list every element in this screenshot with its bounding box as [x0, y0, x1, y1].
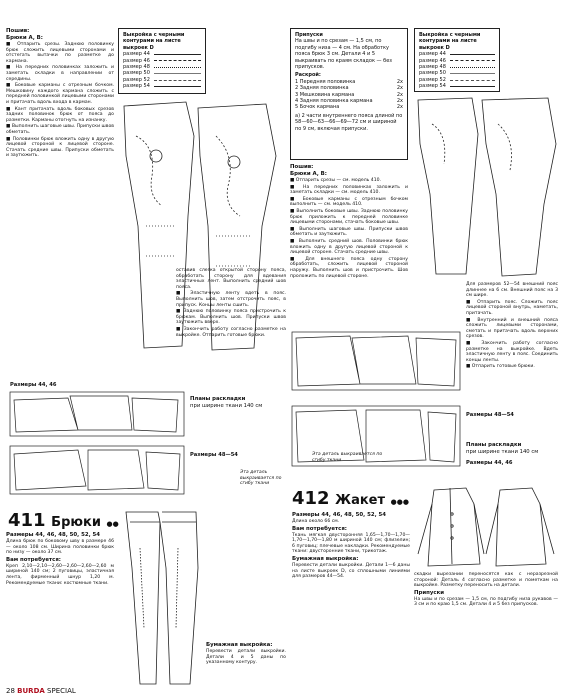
legend-row: размер 46: [123, 58, 201, 64]
model-411-text: Размеры 44, 46, 48, 50, 52, 54 Длина брюк по боковому шву в размере 46 — около 108 см. Ширина половинки брюк по низу — около 37 см. Вам потребуется: Креп 2,10—2,10—2,60—2,60—2,60—2,60 м шириной 140 см; 2 пуговицы, эластичная лента, фирменный шнур 1,20 м. Рекомендуемые ткани: костюмные ткани.: [6, 532, 114, 586]
column-2-text: [176, 268, 286, 339]
legend-row: размер 50: [419, 70, 495, 76]
allowances-box: Припуски На швы и по срезам — 1,5 см, по подгибу низа — 4 см. На обработку пояса брюк 3 см. Детали 4 и 5 выкраивать по краям складок — без припусков. Раскрой: 1 Передняя половинка 2x 2 Задняя половинка 2x 3 Мешковина кармана 2x 4 Задняя половинка кармана 2x 5 Бочок кармана 2x а) 2 части внутреннего пояса длиной по 58—60—63—66—69—72 см и шириной по 9 см, включая припуски.: [290, 28, 408, 160]
cut-item: 1 Передняя половинка 2x: [295, 78, 403, 85]
model-411-header: [8, 510, 119, 531]
legend-row: размер 54: [419, 83, 495, 89]
cut-item: 5 Бочок кармана 2x: [295, 104, 403, 111]
cut-item: 4 Задняя половинка кармана 2x: [295, 98, 403, 105]
layout-plan-1-title: Планы раскладки при ширине ткани 140 см: [190, 396, 263, 409]
difficulty-marker: ●●: [106, 520, 119, 528]
paragraph: ■ Заднюю половинку пояса пристрочить к брюкам. Выполнить шов. Припуски швов заутюжить вверх.: [176, 309, 286, 326]
legend-row: размер 52: [419, 77, 495, 83]
legend-row: размер 44: [123, 51, 201, 57]
trouser-pattern-drawing-right: [412, 94, 560, 280]
model-412-sketch: [414, 484, 560, 570]
sewing-heading: Пошив:: [6, 28, 30, 34]
model-411-pattern: Бумажная выкройка: Перевести детали выкройки. Детали 4 и 5 даны по указанному контуру.: [206, 642, 286, 666]
brand-name: BURDA: [17, 687, 45, 695]
paragraph: ■ На передних половинках заложить и заметать складки в направлении от середины.: [6, 65, 114, 82]
cut-item: 3 Мешковина кармана 2x: [295, 91, 403, 98]
paragraph: ■ Отпарить срезы. Заднюю половинку брюк сложить лицевыми сторонами и отстегать вытачки по разметке до кармана.: [6, 42, 114, 64]
legend-row: размер 48: [123, 64, 201, 70]
sewing-subheading: Брюки А, В:: [6, 35, 43, 41]
model-412-header: [292, 488, 409, 509]
pattern-legend-box-left: [118, 28, 206, 94]
model-412-col4: скадки вырезании переносятся как с неразрезной стороной: Деталь 4 согласно разметке и пометкам на выкройке. Разметку переносить на детали. Припуски На швы и по срезам — 1,5 см, по подгибу низа рукавов — 3 см и по краю 1,5 см. Детали 4 и 5 без припусков.: [414, 572, 558, 608]
layout-plan-1-sizes-a: Размеры 44, 46: [10, 382, 57, 388]
layout-plan-1-drawing: [8, 390, 186, 498]
legend-row: размер 48: [419, 64, 495, 70]
difficulty-marker: ●●●: [390, 498, 409, 506]
paragraph: ■ Боковые карманы с отрезным бочком. Мешковину каждого кармана сложить с передней половинкой лицевыми сторонами и притачать вдоль входа в карман.: [6, 83, 114, 105]
column-1: [6, 28, 114, 160]
paragraph: ■ Кант притачать вдоль боковых срезов задних половинок брюк от пояса до разметки. Карманы отогнуть на изнанку.: [6, 106, 114, 123]
model-name: Жакет: [335, 493, 386, 508]
column-3-text: Пошив: Брюки А, В: ■ Отпарить срезы — см. модель 410. ■ На передних половинках заложить и заметать складки — см. модель 410. ■ Боковые карманы с отрезным бочком выполнить — см. модель 410. ■ Выполнить боковые швы. Заднюю половинку брюк приложить к передней половинке лицевыми сторонами, стачать боковые швы. ■ Выполнить шаговые швы. Припуски швов обметать и заутюжить. ■ Выполнить средний шов. Половинки брюк вложить одну в другую лицевой стороной к лицевой стороне. Стачать средние швы. ■ Для внешнего пояса одну сторону обработать, сложить лицевой стороной наружу. Выполнить шов и пристрочить. Шов проложить по лицевой стороне.: [290, 164, 408, 279]
model-number: 411: [8, 510, 46, 531]
layout-plan-2-title: Планы раскладки при ширине ткани 140 см: [466, 442, 539, 455]
legend-title: Выкройка с черными контурами на листе выкроек D: [123, 32, 185, 51]
page-footer: [6, 687, 76, 695]
layout-plan-2-sizes-b: Размеры 48—54: [466, 412, 514, 418]
legend-row: размер 44: [419, 51, 495, 57]
layout-plan-2-sizes-a: Размеры 44, 46: [466, 460, 513, 466]
paragraph: ■ Половинки брюк вложить одну в другую лицевой стороной к лицевой стороне. Стачать средние швы. Припуски обметать и заутюжить.: [6, 136, 114, 159]
legend-row: размер 50: [123, 70, 201, 76]
legend-row: размер 52: [123, 77, 201, 83]
model-number: 412: [292, 488, 330, 509]
paragraph: оставив слегка открытой сторону пояса, обработать сторону для вдевания эластичных лент. Выполнить средний шов пояса.: [176, 268, 286, 290]
legend-row: размер 46: [419, 58, 495, 64]
layout-plan-1-sizes-b: Размеры 48—54: [190, 452, 238, 458]
page-number: 28: [6, 687, 15, 695]
brand-suffix: SPECIAL: [47, 687, 76, 695]
paragraph: ■ Эластичную ленту вдеть в пояс. Выполнить шов, затем отстрочить пояс, в припуск. Концы ленты сшить.: [176, 291, 286, 308]
layout-plan-1-note: Эта деталь выкраивается по сгибу ткани: [240, 470, 282, 487]
pattern-legend-box-right: Выкройка с черными контурами на листе выкроек D размер 44 размер 46 размер 48 размер 50 размер 52 размер 54: [414, 28, 500, 92]
model-411-sketch: [118, 508, 204, 688]
paragraph: ■ Закончить работу согласно разметке на выкройке. Отпарить готовые брюки.: [176, 326, 286, 338]
cut-item: 2 Задняя половинка 2x: [295, 85, 403, 92]
model-name: Брюки: [51, 515, 101, 530]
column-4-text: Для размеров 52—54 внешний пояс длиннее на 6 см. Внешний пояс на 3 см шире. ■ Отпарить пояс. Сложить пояс лицевой стороной внутрь, наметать, притачать. ■ Внутренний и внешний пояса сложить лицевыми сторонами, сметать и притачать вдоль верхних срезов. ■ Закончить работу согласно разметке на выкройке. Вдеть эластичную ленту в пояс. Соединить концы ленты. ■ Отпарить готовые брюки.: [466, 282, 558, 370]
layout-plan-2-note: Эта деталь выкраивается по сгибу ткани: [312, 452, 383, 463]
model-412-text: Размеры 44, 46, 48, 50, 52, 54 Длина около 66 см. Вам потребуется: Ткань мягкая двусторонняя 1,65—1,70—1,70—1,70—1,70—1,80 м шириной 140 см; флизелин; 6 пуговиц; плечевые накладки. Рекомендуемые ткани: двусторонние ткани, трикотаж. Бумажная выкройка: Перевести детали выкройки. Детали 1—6 даны на листе выкроек D, со сплошными линиями для размеров 44—54.: [292, 512, 410, 580]
legend-row: размер 54: [123, 83, 201, 89]
paragraph: ■ Выполнить шаговые швы. Припуски швов обметать.: [6, 124, 114, 135]
